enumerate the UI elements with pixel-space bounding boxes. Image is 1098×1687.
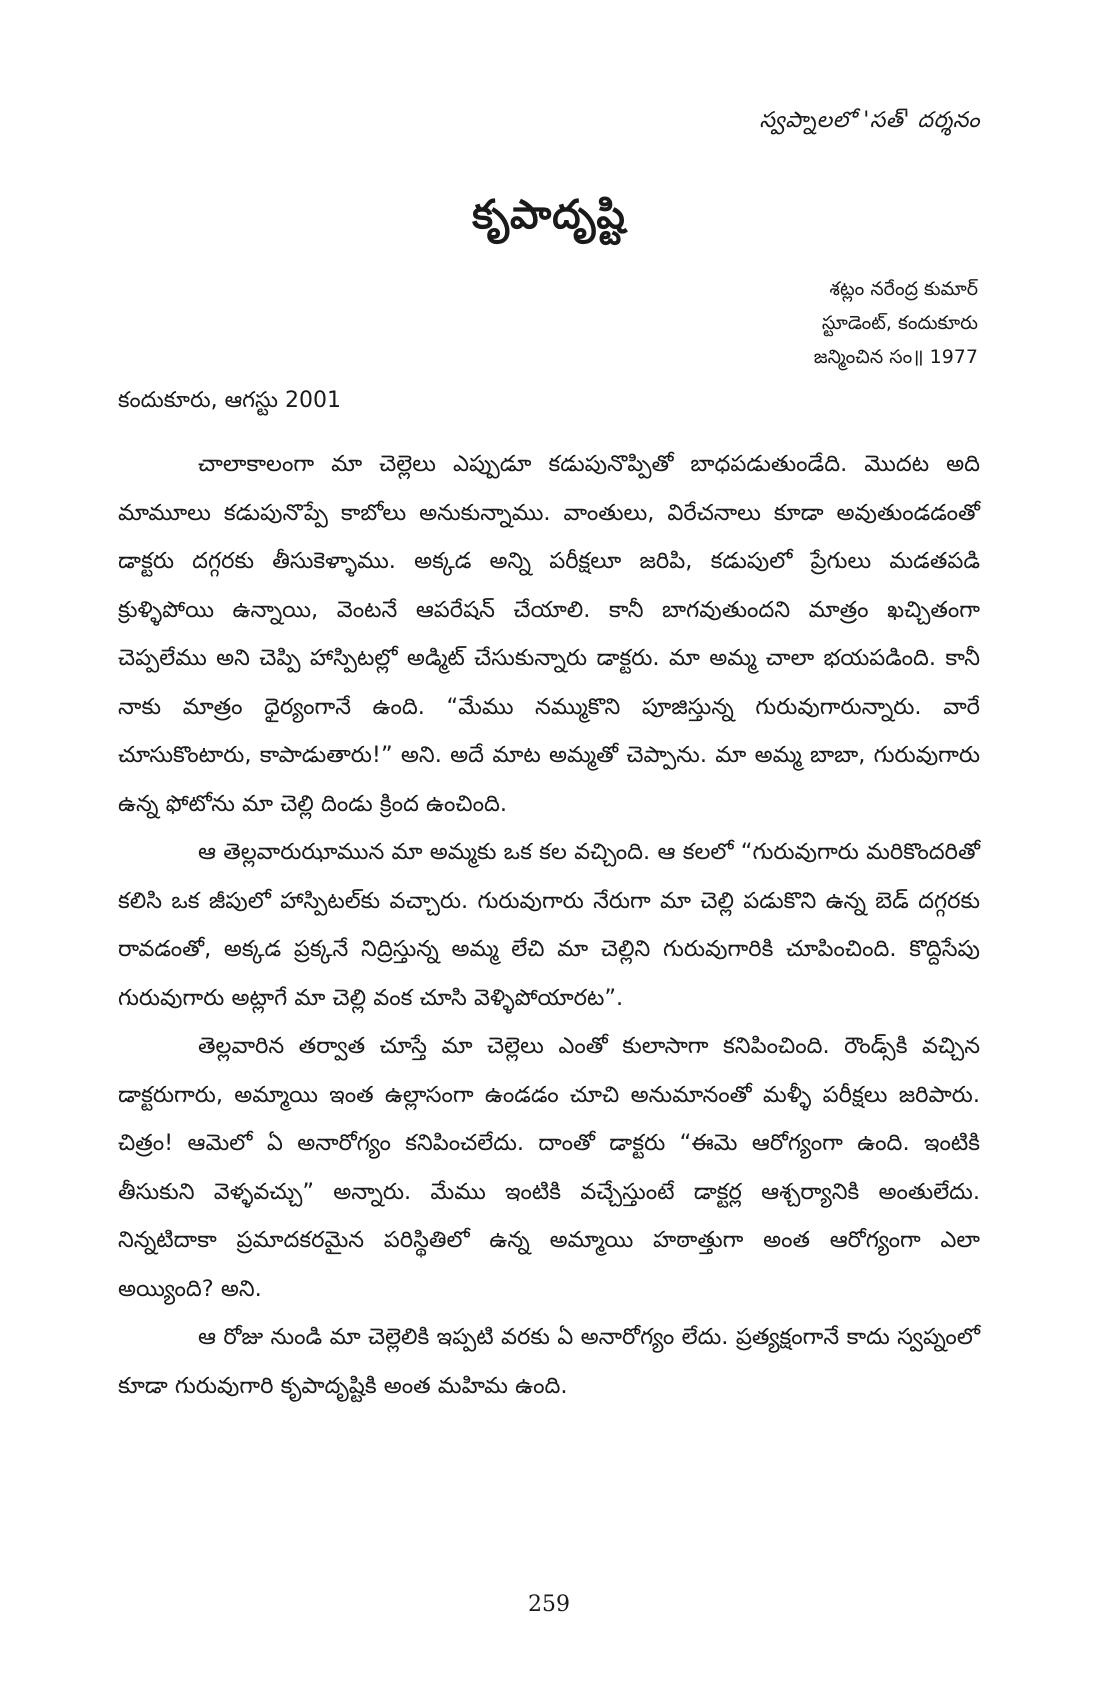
story-body [118,440,980,1410]
paragraph: చాలాకాలంగా మా చెల్లెలు ఎప్పుడూ కడుపునొప్పితో బాధపడుతుండేది. మొదట అది మామూలు కడుపునొప్పే కాబోలు అనుకున్నాము. వాంతులు, విరేచనాలు కూడా అవుతుండడంతో డాక్టరు దగ్గరకు తీసుకెళ్ళాము. అక్కడ అన్ని పరీక్షలూ జరిపి, కడుపులో ప్రేగులు మడతపడి క్రుళ్ళిపోయి ఉన్నాయి, వెంటనే ఆపరేషన్ చేయాలి. కానీ బాగవుతుందని మాత్రం ఖచ్చితంగా చెప్పలేము అని చెప్పి హాస్పిటల్లో అడ్మిట్ చేసుకున్నారు డాక్టరు. మా అమ్మ చాలా భయపడింది. కానీ నాకు మాత్రం ధైర్యంగానే ఉంది. “మేము నమ్ముకొని పూజిస్తున్న గురువుగారున్నారు. వారే చూసుకొంటారు, కాపాడుతారు!” అని. అదే మాట అమ్మతో చెప్పాను. మా అమ్మ బాబా, గురువుగారు ఉన్న ఫోటోను మా చెల్లి దిండు క్రింద ఉంచింది. [118,451,980,817]
author-byline [814,272,978,374]
author-birth-year: జన్మించిన సం॥ 1977 [813,346,978,368]
paragraph: తెల్లవారిన తర్వాత చూస్తే మా చెల్లెలు ఎంతో కులాసాగా కనిపించింది. రౌండ్స్‌కి వచ్చిన డాక్టరుగారు, అమ్మాయి ఇంత ఉల్లాసంగా ఉండడం చూచి అనుమానంతో మళ్ళీ పరీక్షలు జరిపారు. చిత్రం! ఆమెలో ఏ అనారోగ్యం కనిపించలేదు. దాంతో డాక్టరు “ఈమె ఆరోగ్యంగా ఉంది. ఇంటికి తీసుకుని వెళ్ళవచ్చు” అన్నారు. మేము ఇంటికి వచ్చేస్తుంటే డాక్టర్ల ఆశ్చర్యానికి అంతులేదు. నిన్నటిదాకా ప్రమాదకరమైన పరిస్థితిలో ఉన్న అమ్మాయి హఠాత్తుగా అంత ఆరోగ్యంగా ఎలా అయ్యింది? అని. [118,1033,980,1302]
running-head: స్వప్నాలలో 'సత్' దర్శనం [759,108,980,133]
page-number: 259 [528,1592,570,1617]
paragraph: ఆ రోజు నుండి మా చెల్లెలికి ఇప్పటి వరకు ఏ అనారోగ్యం లేదు. ప్రత్యక్షంగానే కాదు స్వప్నంలో కూడా గురువుగారి కృపాదృష్టికి అంత మహిమ ఉంది. [118,1324,980,1399]
dateline: కందుకూరు, ఆగస్టు 2001 [118,388,342,413]
author-occupation: స్టూడెంట్, కందుకూరు [821,312,978,334]
paragraph: ఆ తెల్లవారుఝామున మా అమ్మకు ఒక కల వచ్చింది. ఆ కలలో “గురువుగారు మరికొందరితో కలిసి ఒక జీపులో హాస్పిటల్‌కు వచ్చారు. గురువుగారు నేరుగా మా చెల్లి పడుకొని ఉన్న బెడ్ దగ్గరకు రావడంతో, అక్కడ ప్రక్కనే నిద్రిస్తున్న అమ్మ లేచి మా చెల్లిని గురువుగారికి చూపించింది. కొద్దిసేపు గురువుగారు అట్లాగే మా చెల్లి వంక చూసి వెళ్ళిపోయారట”. [118,839,980,1011]
author-name: శట్లం నరేంద్ర కుమార్ [829,278,978,300]
chapter-title: కృపాదృష్టి [472,192,626,238]
